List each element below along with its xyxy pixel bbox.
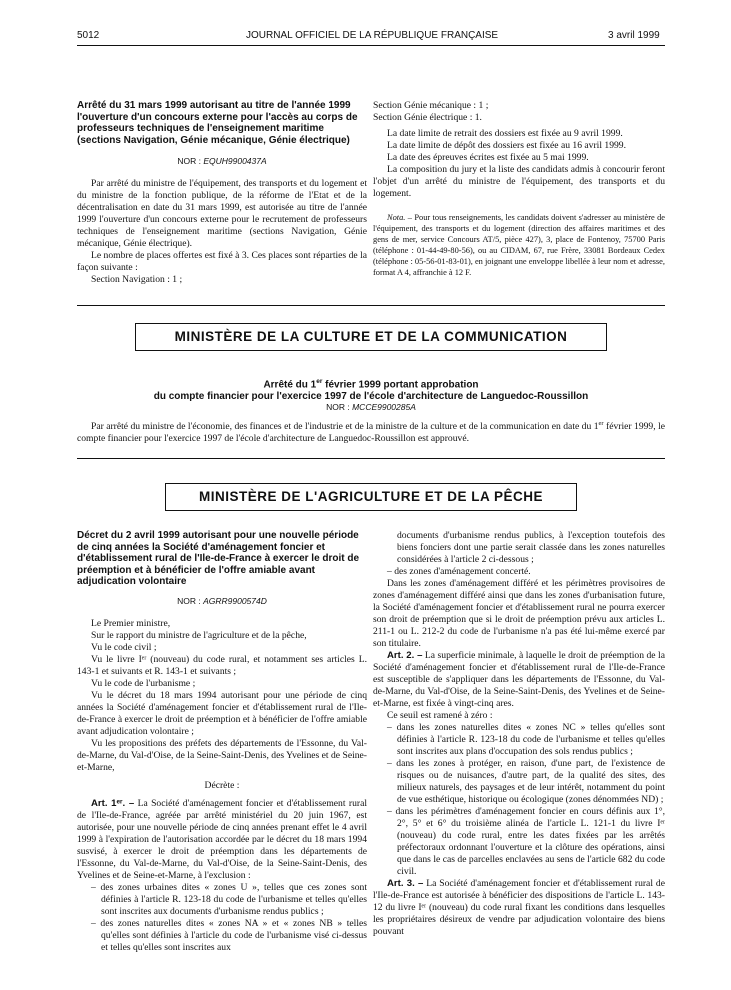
documents-urbanisme-cont: documents d'urbanisme rendus publics, à l'exception toutefois des biens fonciers dont une partie serait classée dans les zones naturelles considérées à l'article 2 ci-dessous ; [397,530,665,565]
header-rule [77,45,665,46]
seuil-zero: Ce seuil est ramené à zéro : [387,710,493,721]
nota-label: Nota. [387,213,406,222]
date-epreuves: La date des épreuves écrites est fixée au 5 mai 1999. [387,152,589,163]
arrete-1-para-1: Par arrêté du ministre de l'équipement, des transports et du logement et du ministre de la fonction publique, de la réforme de l'Etat et de la décentralisation en date du 31 mars 1999, est autorisée au titre de l'année 1999 l'ouverture d'un concours externe pour le recrutement de professeurs techniques de l'enseignement maritime (sections Navigation, Génie mécanique, Génie électrique). [77,178,367,249]
page-number: 5012 [77,30,100,41]
journal-title: JOURNAL OFFICIEL DE LA RÉPUBLIQUE FRANÇAISE [246,30,499,41]
article-1-label: Art. 1ᵉʳ. – [91,797,135,809]
vu-code-civil: Vu le code civil ; [91,641,157,653]
arrete-2-nor-code: MCCE9900285A [352,402,416,412]
seuil-perimetres: – dans les périmètres d'aménagement foncier en cours définis aux 1°, 2°, 5° et 6° du troisième alinéa de l'article L. 121-1 du livre Iᵉʳ (nouveau) du code rural, entre les dates fixées par les arrêtés préfectoraux ordonnant l'ouverture et la clôture des opérations, ainsi que dans le cas de parcelles enclavées au sens de l'article 682 du code civil. [387,806,665,877]
ministry-agriculture-heading: MINISTÈRE DE L'AGRICULTURE ET DE LA PÊCHE [165,483,577,511]
premier-ministre: Le Premier ministre, [91,617,171,629]
vu-decret-1994: Vu le décret du 18 mars 1994 autorisant pour une période de cinq années la Société d'aménagement foncier et d'établissement rural de l'Ile-de-France à exercer le droit de préemption et à bénéficier de l'offre amiable avant adjudication volontaire ; [77,689,367,737]
decrete: Décrète : [204,779,240,791]
sur-le-rapport: Sur le rapport du ministre de l'agriculture et de la pêche, [91,629,307,641]
arrete-1-nor-code: EQUH9900437A [203,156,267,166]
section-rule-1 [77,305,665,306]
vu-code-urbanisme: Vu le code de l'urbanisme ; [91,677,196,689]
date-depot: La date limite de dépôt des dossiers est fixée au 16 avril 1999. [387,140,626,151]
article-2: Art. 2. – La superficie minimale, à laquelle le droit de préemption de la Société d'aménagement foncier et d'établissement rural de l'Ile-de-France est susceptible de s'appliquer dans les départements de l'Essonne, du Val-de-Marne, du Val-d'Oise, de la Seine-Saint-Denis, des Yvelines et de Seine-et-Marne, est fixée à vingt-cinq ares. [373,650,665,709]
arrete-2-title: Arrêté du 1er février 1999 portant approbation du compte financier pour l'exercice 1997 de l'école d'architecture de Languedoc-Roussillon [153,378,589,402]
issue-date: 3 avril 1999 [608,30,660,41]
zones-amenagement-concerte: – des zones d'aménagement concerté. [387,566,531,577]
arrete-1-left [77,100,367,286]
arrete-2-para: Par arrêté du ministre de l'économie, des finances et de l'industrie et de la ministre de la culture et de la communication en date du 1er février 1999, le compte financier pour l'exercice 1997 de l'école d'architecture de Languedoc-Roussillon est approuvé. [77,420,665,445]
arrete-2-nor: NOR : MCCE9900285A [326,402,416,412]
arrete-1-right [373,100,665,278]
article-1-zones-na-nb: – des zones naturelles dites « zones NA » et « zones NB » telles qu'elles sont définies à l'article du code de l'urbanisme visé ci-dessus et telles qu'elles sont inscrites aux [91,917,367,953]
date-retrait: La date limite de retrait des dossiers est fixée au 9 avril 1999. [387,128,623,139]
arrete-1-para-2: Le nombre de places offertes est fixé à 3. Ces places sont réparties de la façon suivante : [77,250,367,273]
decret-nor: NOR : AGRR9900574D [177,595,267,606]
seuil-zones-nd: – dans les zones à protéger, en raison, d'une part, de l'existence de risques ou de nuisances, d'autre part, de la qualité des sites, des milieux naturels, des paysages et de leur intérêt, notamment du point de vue esthétique, historique ou écologique (zones dénommées ND) ; [387,758,665,805]
decret-title: Décret du 2 avril 1999 autorisant pour une nouvelle période de cinq années la Société d'aménagement foncier et d'établissement rural de l'Ile-de-France à exercer le droit de préemption et à bénéficier de l'offre amiable avant adjudication volontaire [77,530,360,587]
arrete-1-title: Arrêté du 31 mars 1999 autorisant au titre de l'année 1999 l'ouverture d'un concours externe pour l'accès au corps de professeurs techniques de l'enseignement maritime (sections Navigation, Génie mécanique, Génie électrique) [77,100,358,146]
section-genie-electrique: Section Génie électrique : 1. [373,112,482,123]
arrete-1-nor: NOR : EQUH9900437A [177,156,267,166]
vu-code-rural: Vu le livre Iᵉʳ (nouveau) du code rural, et notamment ses articles L. 143-1 et suivants et R. 143-1 et suivants ; [77,653,367,677]
vu-propositions: Vu les propositions des préfets des départements de l'Essonne, du Val-de-Marne, du Val-d'Oise, de la Seine-Saint-Denis, des Yvelines et de Seine-et-Marne, [77,737,367,773]
section-genie-mecanique: Section Génie mécanique : 1 ; [373,100,489,111]
article-1: Art. 1ᵉʳ. – La Société d'aménagement foncier et d'établissement rural de l'Ile-de-France, agréée par arrêté ministériel du 20 juin 1967, est autorisée, pour une nouvelle période de cinq années prenant effet le 4 avril 1999 à l'expiration de l'autorisation accordée par le décret du 18 mars 1994 susvisé, à exercer le droit de préemption dans les départements de l'Essonne, du Val-de-Marne, du Val-d'Oise, de la Seine-Saint-Denis, des Yvelines et de Seine-et-Marne, à l'exclusion : [77,797,368,881]
article-2-label: Art. 2. – [387,650,423,661]
section-rule-2 [77,458,665,459]
article-3-label: Art. 3. – [387,878,424,889]
decret-right [373,530,665,938]
nota [373,212,665,278]
decret-left [77,530,367,954]
zones-amenagement-differe: Dans les zones d'aménagement différé et les périmètres provisoires de zones d'aménagement différé ainsi que dans les zones d'urbanisation future, la Société d'aménagement foncier et d'établissement rural ne pourra exercer son droit de préemption que si le droit de préemption prévu aux articles L. 211-1 ou L. 212-2 du code de l'urbanisme n'a pas été lui-même exercé par son titulaire. [373,578,665,649]
seuil-zones-nc: – dans les zones naturelles dites « zones NC » telles qu'elles sont définies à l'article R. 123-18 du code de l'urbanisme et telles qu'elles sont inscrites aux plans d'occupation des sols rendus publics ; [387,722,665,757]
composition-jury: La composition du jury et la liste des candidats admis à concourir feront l'objet d'un arrêté du ministre de l'équipement, des transports et du logement. [373,164,665,199]
ministry-culture-heading: MINISTÈRE DE LA CULTURE ET DE LA COMMUNICATION [135,323,607,351]
article-3: Art. 3. – La Société d'aménagement foncier et d'établissement rural de l'Ile-de-France est autorisée à bénéficier des dispositions de l'article L. 143-12 du livre Iᵉʳ (nouveau) du code rural fixant les conditions dans lesquelles les propriétaires désireux de vendre par adjudication volontaire des biens pouvant [373,878,665,937]
article-1-zones-u: – des zones urbaines dites « zones U », telles que ces zones sont définies à l'article R. 123-18 du code de l'urbanisme et telles qu'elles sont inscrites aux documents d'urbanisme rendus publics ; [91,881,367,917]
section-navigation: Section Navigation : 1 ; [91,274,183,285]
nota-text: – Pour tous renseignements, les candidats doivent s'adresser au ministère de l'équipement, des transports et du logement (direction des affaires maritimes et des gens de mer, service Concours AT/5, pièce 427), 3, place de Fontenoy, 75700 Paris (téléphone : 01-44-49-80-56), ou au CIDAM, 67, rue Frère, 33081 Bordeaux Cedex (téléphone : 05-56-01-83-01), en joignant une enveloppe libellée à leur nom et adresse, format A 4, affranchie à 12 F. [373,213,665,277]
decret-nor-code: AGRR9900574D [203,595,267,606]
